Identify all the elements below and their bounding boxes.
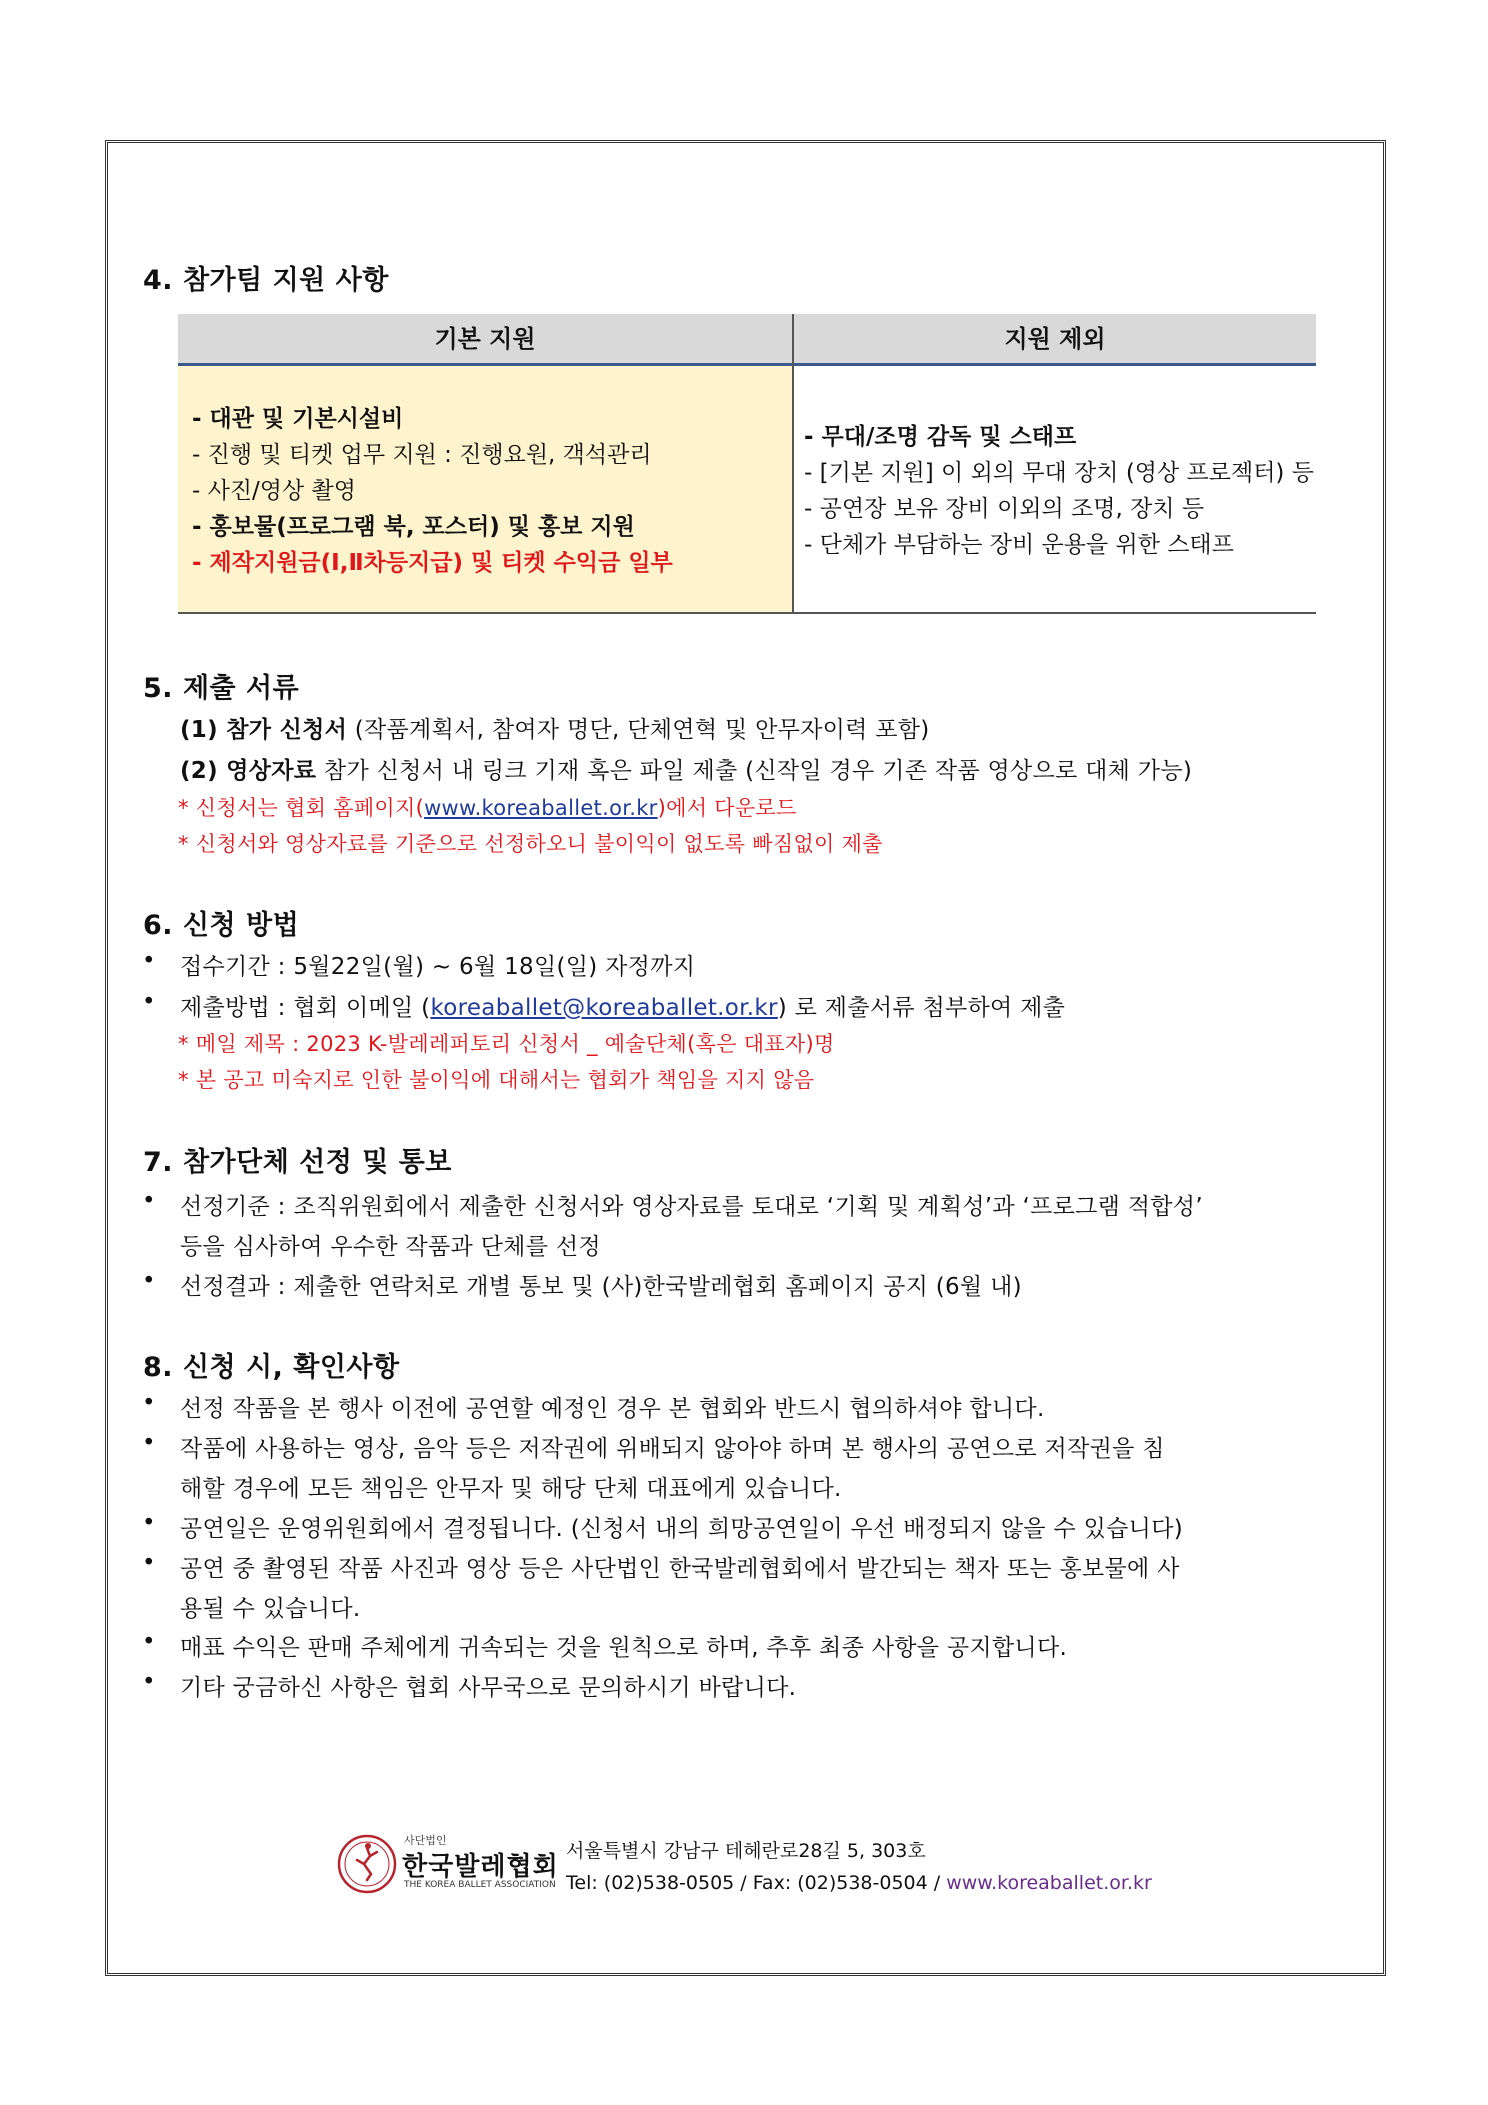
- excluded-support-item: - 무대/조명 감독 및 스태프: [804, 424, 1077, 450]
- table-header-excluded-support: 지원 제외: [794, 314, 1316, 366]
- excluded-support-item: - [기본 지원] 이 외의 무대 장치 (영상 프로젝터) 등: [804, 460, 1314, 486]
- document-item-video: [180, 752, 1192, 785]
- bullet-icon: •: [142, 1268, 156, 1294]
- basic-support-item: - 대관 및 기본시설비: [192, 406, 404, 432]
- excluded-support-item: - 단체가 부담하는 장비 운용을 위한 스태프: [804, 532, 1234, 558]
- table-column-divider: [792, 314, 794, 614]
- section-7-title: 7. 참가단체 선정 및 통보: [143, 1147, 452, 1178]
- basic-support-item: - 제작지원금(Ⅰ,Ⅱ차등지급) 및 티켓 수익금 일부: [192, 550, 673, 576]
- document-item-application: [180, 711, 930, 744]
- notice-item-continued: 용될 수 있습니다.: [180, 1596, 361, 1622]
- selection-criteria-line1: 선정기준 : 조직위원회에서 제출한 신청서와 영상자료를 토대로 ‘기획 및 계획성’과 ‘프로그램 적합성’: [180, 1194, 1203, 1220]
- basic-support-item: - 사진/영상 촬영: [192, 478, 356, 504]
- association-logo-icon: [337, 1834, 397, 1894]
- notice-item-continued: 해할 경우에 모든 책임은 안무자 및 해당 단체 대표에게 있습니다.: [180, 1476, 842, 1502]
- bullet-icon: •: [142, 1629, 156, 1655]
- selection-result: 선정결과 : 제출한 연락처로 개별 통보 및 (사)한국발레협회 홈페이지 공지 (6월 내): [180, 1274, 1022, 1300]
- bullet-icon: •: [142, 1669, 156, 1695]
- homepage-link[interactable]: www.koreaballet.or.kr: [424, 796, 658, 820]
- section-5-title: 5. 제출 서류: [143, 673, 300, 704]
- section-6-title: 6. 신청 방법: [143, 910, 300, 941]
- notice-item: 작품에 사용하는 영상, 음악 등은 저작권에 위배되지 않아야 하며 본 행사의 공연으로 저작권을 침: [180, 1436, 1165, 1462]
- disclaimer-note: * 본 공고 미숙지로 인한 불이익에 대해서는 협회가 책임을 지지 않음: [178, 1068, 815, 1092]
- notice-item: 선정 작품을 본 행사 이전에 공연할 예정인 경우 본 협회와 반드시 협의하셔야 합니다.: [180, 1396, 1045, 1422]
- bullet-icon: •: [142, 1550, 156, 1576]
- footer-contact: Tel: (02)538-0505 / Fax: (02)538-0504 / www.koreaballet.or.kr: [566, 1872, 1152, 1894]
- notice-item: 기타 궁금하신 사항은 협회 사무국으로 문의하시기 바랍니다.: [180, 1675, 797, 1701]
- table-bottom-border: [178, 612, 1316, 614]
- section-4-title: 4. 참가팀 지원 사항: [143, 265, 389, 296]
- logo-subtitle: 사단법인: [404, 1834, 447, 1847]
- logo-name: 한국발레협회: [402, 1852, 559, 1882]
- email-link[interactable]: koreaballet@koreaballet.or.kr: [430, 995, 778, 1021]
- footer-website-link[interactable]: www.koreaballet.or.kr: [946, 1872, 1152, 1894]
- selection-criteria-line2: 등을 심사하여 우수한 작품과 단체를 선정: [180, 1234, 601, 1260]
- bullet-icon: •: [142, 1390, 156, 1416]
- basic-support-item: - 홍보물(프로그램 북, 포스터) 및 홍보 지원: [192, 514, 635, 540]
- bullet-icon: •: [142, 1510, 156, 1536]
- bullet-icon: •: [142, 989, 156, 1015]
- footer-address: 서울특별시 강남구 테헤란로28길 5, 303호: [566, 1840, 926, 1862]
- bullet-icon: •: [142, 1188, 156, 1214]
- table-header-basic-support: 기본 지원: [178, 314, 792, 366]
- download-note: * 신청서는 협회 홈페이지(www.koreaballet.or.kr)에서 다운로드: [178, 796, 797, 820]
- excluded-support-item: - 공연장 보유 장비 이외의 조명, 장치 등: [804, 496, 1205, 522]
- notice-item: 공연 중 촬영된 작품 사진과 영상 등은 사단법인 한국발레협회에서 발간되는 책자 또는 홍보물에 사: [180, 1556, 1180, 1582]
- submission-method: 제출방법 : 협회 이메일 (koreaballet@koreaballet.or.kr) 로 제출서류 첨부하여 제출: [180, 995, 1066, 1021]
- basic-support-item: - 진행 및 티켓 업무 지원 : 진행요원, 객석관리: [192, 442, 652, 468]
- bullet-icon: •: [142, 948, 156, 974]
- support-table: [178, 314, 1316, 614]
- logo-english-name: THE KOREA BALLET ASSOCIATION: [404, 1880, 556, 1890]
- notice-item: 매표 수익은 판매 주체에게 귀속되는 것을 원칙으로 하며, 추후 최종 사항을 공지합니다.: [180, 1635, 1068, 1661]
- document-item-label: (1) 참가 신청서: [180, 717, 348, 743]
- document-item-desc: 참가 신청서 내 링크 기재 혹은 파일 제출 (신작일 경우 기존 작품 영상으로 대체 가능): [316, 758, 1193, 784]
- application-period: 접수기간 : 5월22일(월) ~ 6월 18일(일) 자정까지: [180, 954, 696, 980]
- document-item-desc: (작품계획서, 참여자 명단, 단체연혁 및 안무자이력 포함): [347, 717, 930, 743]
- document-item-label: (2) 영상자료: [180, 758, 317, 784]
- notice-item: 공연일은 운영위원회에서 결정됩니다. (신청서 내의 희망공연일이 우선 배정되지 않을 수 있습니다): [180, 1516, 1183, 1542]
- submission-note: * 신청서와 영상자료를 기준으로 선정하오니 불이익이 없도록 빠짐없이 제출: [178, 832, 883, 856]
- section-8-title: 8. 신청 시, 확인사항: [143, 1352, 400, 1383]
- mail-subject-note: * 메일 제목 : 2023 K-발레레퍼토리 신청서 _ 예술단체(혹은 대표자)명: [178, 1032, 835, 1056]
- bullet-icon: •: [142, 1430, 156, 1456]
